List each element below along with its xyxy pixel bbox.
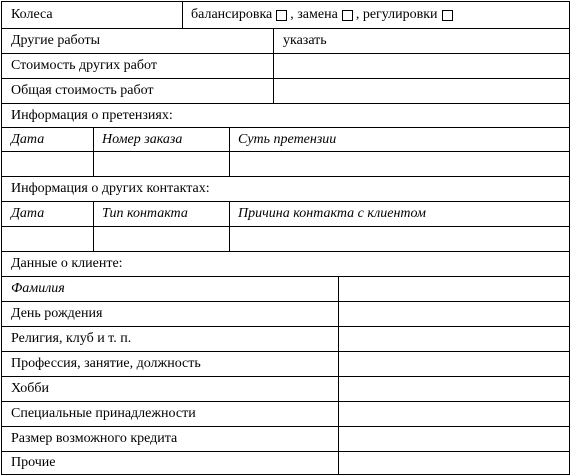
client-profession-field[interactable] <box>339 352 569 376</box>
claims-date-field[interactable] <box>2 152 93 176</box>
client-religion-label: Религия, клуб и т. п. <box>11 331 132 346</box>
client-credit-label: Размер возможного кредита <box>11 431 178 446</box>
client-field-row <box>1 351 570 377</box>
claims-col-order: Номер заказа <box>102 131 183 147</box>
contacts-col-date: Дата <box>11 206 45 221</box>
claims-blank-row <box>1 151 570 177</box>
contacts-heading: Информация о других контактах: <box>11 181 210 196</box>
total-cost-label: Общая стоимость работ <box>11 83 154 98</box>
contacts-heading-row <box>1 176 570 202</box>
client-field-row <box>1 276 570 302</box>
client-religion-field[interactable] <box>339 327 569 351</box>
contacts-type-field[interactable] <box>93 227 229 251</box>
client-heading: Данные о клиенте: <box>11 256 123 271</box>
balancing-checkbox[interactable] <box>276 10 287 21</box>
claims-columns-row <box>1 127 570 152</box>
replacement-label: , замена <box>290 7 338 22</box>
contacts-columns-row <box>1 201 570 227</box>
client-field-row <box>1 451 570 475</box>
other-cost-row <box>1 53 570 79</box>
contacts-col-type: Тип контакта <box>102 206 188 221</box>
client-profession-label: Профессия, занятие, должность <box>11 356 201 371</box>
client-field-row <box>1 301 570 327</box>
claims-essence-field[interactable] <box>229 152 569 176</box>
claims-col-essence: Суть претензии <box>238 131 337 147</box>
contacts-blank-row <box>1 226 570 252</box>
claims-col-date: Дата <box>11 131 45 147</box>
balancing-label: балансировка <box>191 7 273 22</box>
contacts-col-reason: Причина контакта с клиентом <box>238 206 426 221</box>
client-surname-field[interactable] <box>339 277 569 301</box>
adjustment-label: , регулировки <box>355 7 438 22</box>
replacement-checkbox[interactable] <box>342 10 353 21</box>
client-birthday-label: День рождения <box>11 306 103 321</box>
client-field-row <box>1 401 570 427</box>
client-heading-row <box>1 251 570 277</box>
other-works-row <box>1 28 570 54</box>
other-works-value[interactable]: указать <box>283 33 327 48</box>
other-works-label: Другие работы <box>11 33 100 48</box>
client-hobby-label: Хобби <box>11 381 49 396</box>
client-field-row <box>1 326 570 352</box>
claims-heading: Информация о претензиях: <box>11 107 173 123</box>
claims-heading-row <box>1 103 570 128</box>
client-hobby-field[interactable] <box>339 377 569 401</box>
client-credit-field[interactable] <box>339 427 569 451</box>
client-other-field[interactable] <box>339 452 569 474</box>
other-cost-field[interactable] <box>274 54 569 78</box>
client-surname-label: Фамилия <box>11 281 65 296</box>
wheels-options <box>182 2 569 28</box>
total-cost-field[interactable] <box>274 79 569 103</box>
contacts-date-field[interactable] <box>2 227 93 251</box>
client-field-row <box>1 376 570 402</box>
client-accessories-label: Специальные принадлежности <box>11 406 196 421</box>
client-accessories-field[interactable] <box>339 402 569 426</box>
adjustment-checkbox[interactable] <box>442 10 453 21</box>
client-birthday-field[interactable] <box>339 302 569 326</box>
client-other-label: Прочие <box>11 455 56 470</box>
total-cost-row <box>1 78 570 104</box>
client-field-row <box>1 426 570 452</box>
other-cost-label: Стоимость других работ <box>11 58 157 73</box>
claims-order-field[interactable] <box>93 152 229 176</box>
contacts-reason-field[interactable] <box>229 227 569 251</box>
wheels-label: Колеса <box>11 7 53 22</box>
wheels-row <box>1 1 570 29</box>
